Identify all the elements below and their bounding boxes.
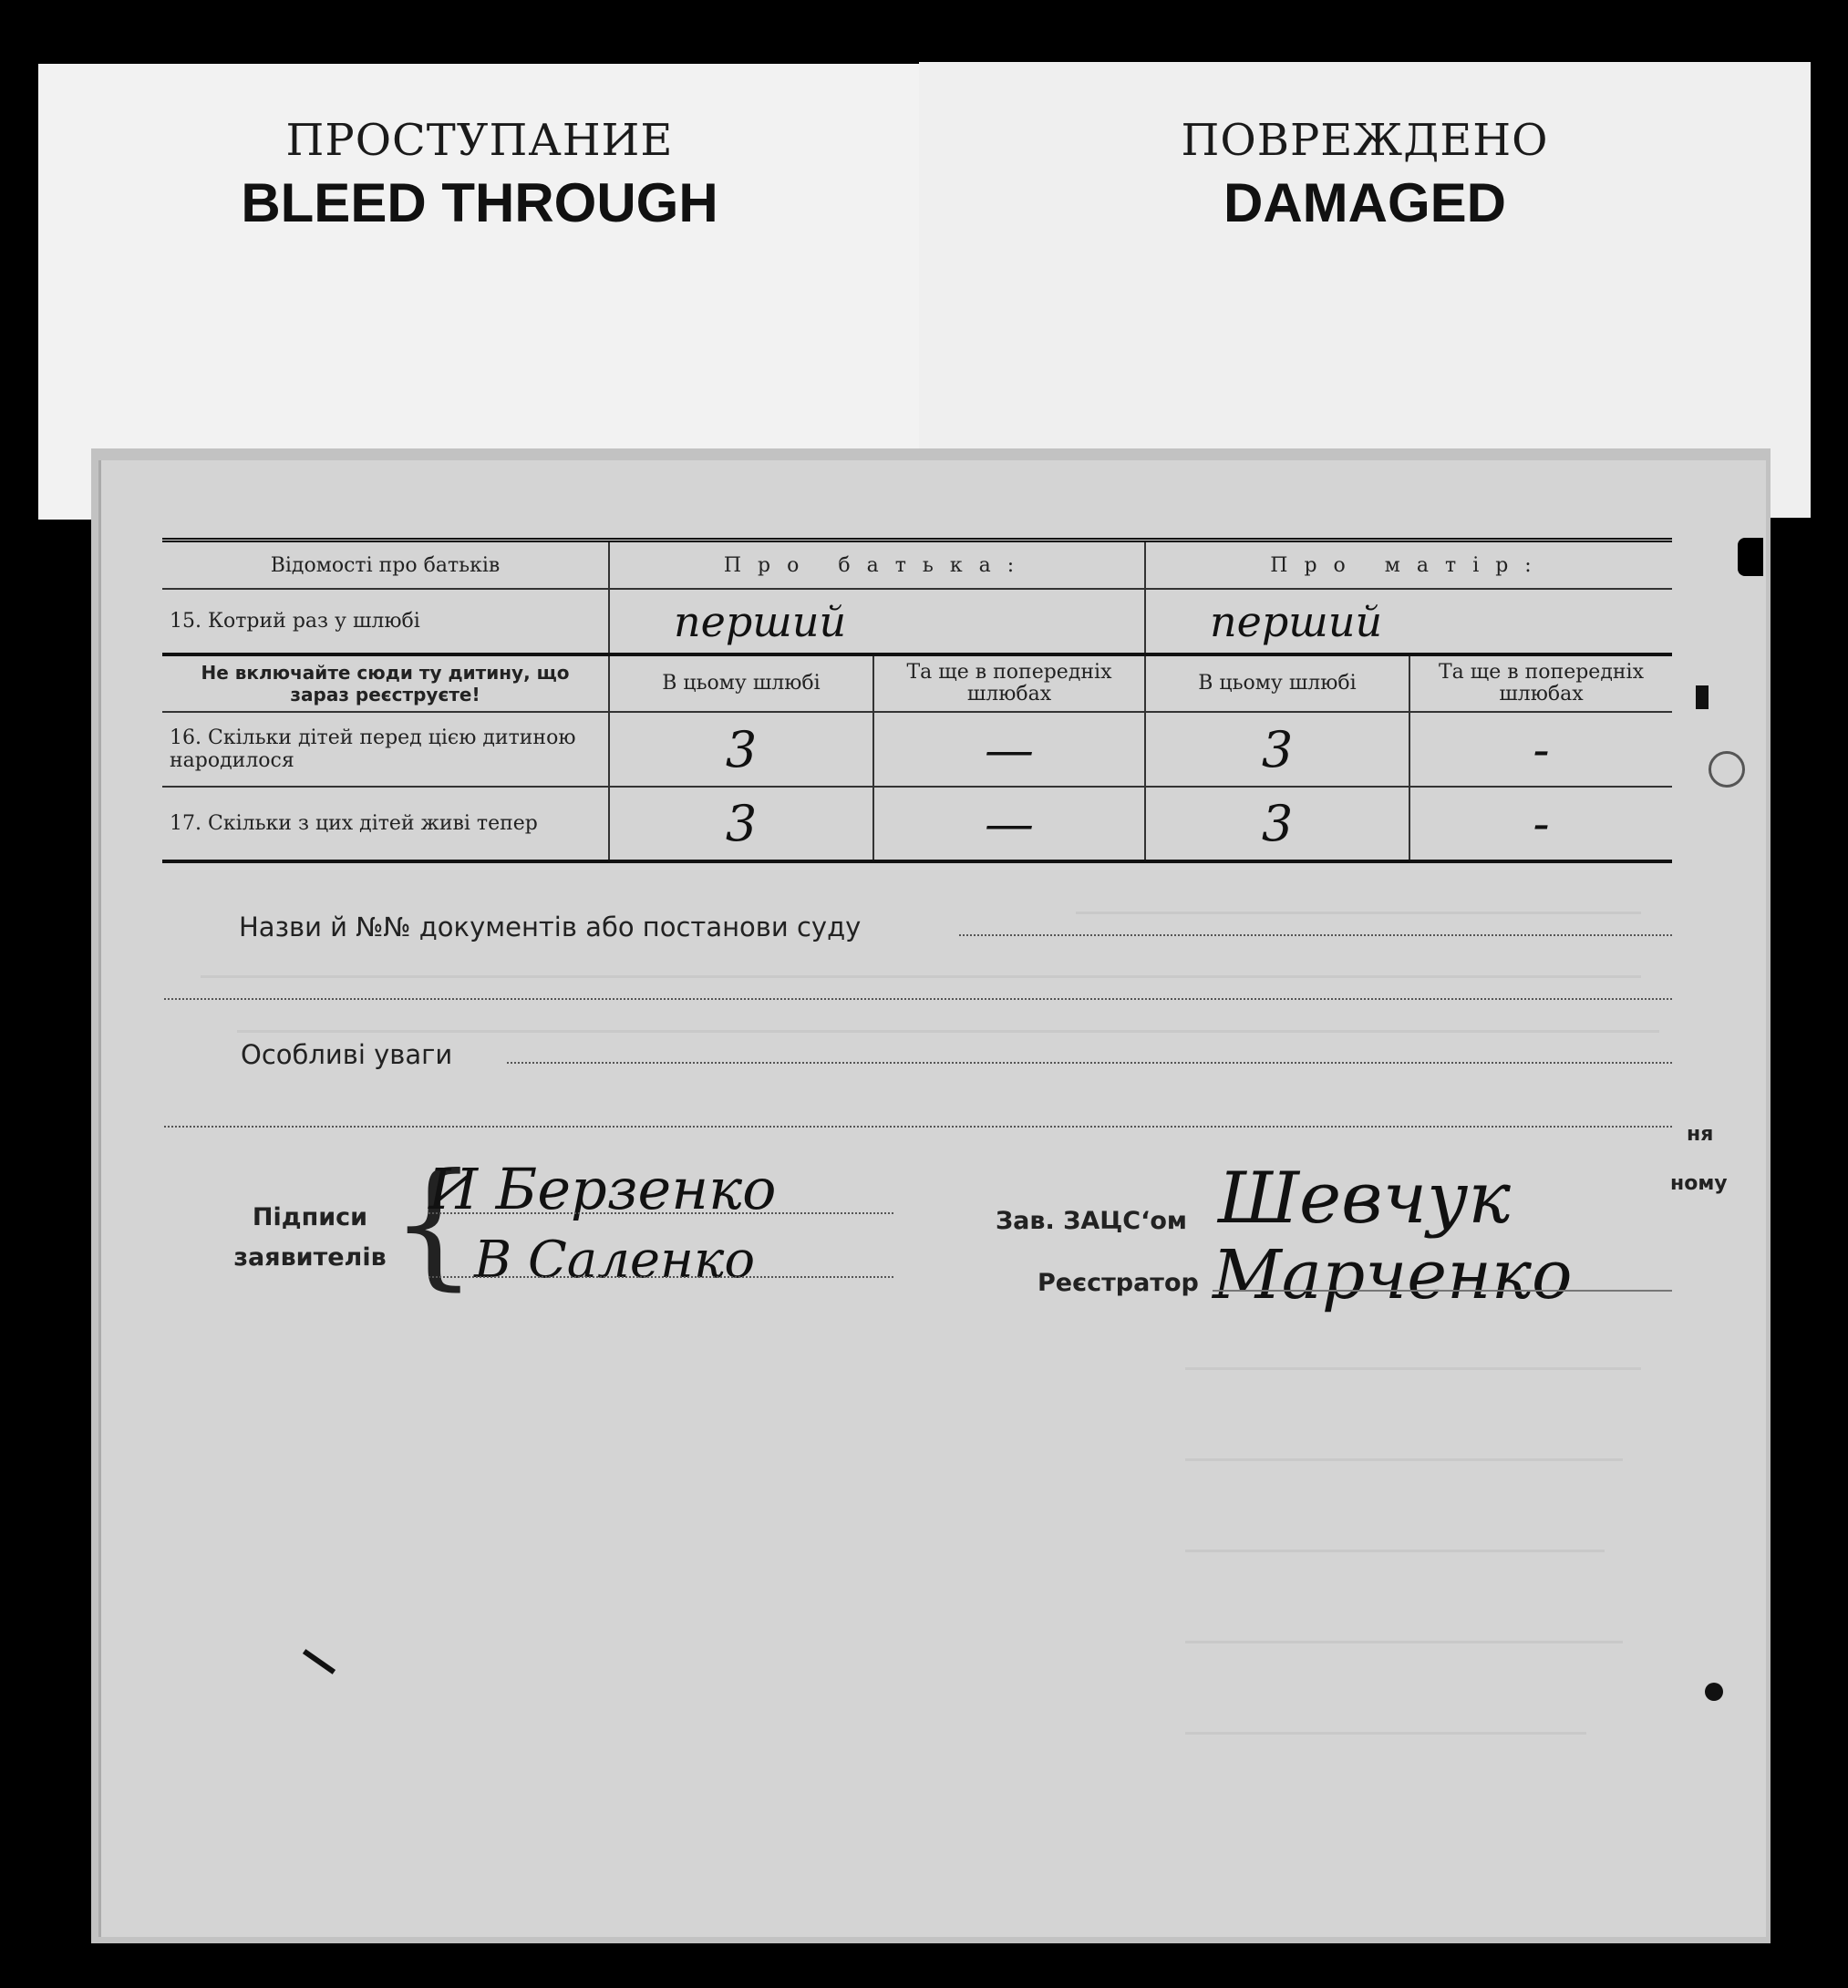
- q16-value: —: [873, 712, 1145, 787]
- ink-spot: [1705, 1683, 1723, 1701]
- margin-fragment: ному: [1670, 1172, 1728, 1195]
- table-header-row: [162, 541, 1672, 590]
- subheader-label: Не включайте сюди ту дитину, що зараз реєструєте!: [162, 654, 609, 712]
- table-row-q17: [162, 787, 1672, 861]
- head-label: Зав. ЗАЦС‘ом: [996, 1207, 1187, 1235]
- dotted-line: [428, 1212, 893, 1214]
- q17-value: 3: [1145, 787, 1409, 861]
- punch-hole: [1709, 751, 1745, 788]
- q17-label: 17. Скільки з цих дітей живі тепер: [162, 787, 609, 861]
- registrar-label: Реєстратор: [1038, 1269, 1199, 1297]
- subheader-mother-this: В цьому шлюбі: [1145, 654, 1409, 712]
- q17-value: 3: [609, 787, 873, 861]
- table-row-q16: [162, 712, 1672, 787]
- notes-label: Особливі уваги: [241, 1039, 453, 1070]
- q15-label: 15. Котрий раз у шлюбі: [162, 589, 609, 654]
- margin-fragment: ня: [1687, 1123, 1714, 1146]
- parents-info-table: [162, 538, 1672, 863]
- dotted-line: [164, 998, 1672, 1000]
- bleed-line: [237, 1030, 1659, 1033]
- signature-line: [1213, 1290, 1672, 1292]
- q16-value: -: [1409, 712, 1672, 787]
- subheader-father-prev: Та ще в попередніх шлюбах: [873, 654, 1145, 712]
- dotted-line: [959, 934, 1672, 936]
- q16-value: 3: [609, 712, 873, 787]
- applicants-label: Підписи заявителів: [233, 1203, 387, 1272]
- table-subheader-row: [162, 654, 1672, 712]
- bleed-line: [1185, 1732, 1586, 1735]
- applicant-signature-1: И Берзенко: [428, 1156, 777, 1222]
- subheader-father-this: В цьому шлюбі: [609, 654, 873, 712]
- q16-value: 3: [1145, 712, 1409, 787]
- subheader-mother-prev: Та ще в попередніх шлюбах: [1409, 654, 1672, 712]
- q16-label: 16. Скільки дітей перед цією дитиною народилося: [162, 712, 609, 787]
- warning-en: DAMAGED: [1223, 172, 1506, 233]
- head-signature: Шевчук: [1218, 1158, 1511, 1240]
- applicant-signature-2: В Саленко: [474, 1231, 756, 1290]
- q15-mother-value: перший: [1145, 589, 1672, 654]
- bleed-line: [1185, 1550, 1605, 1552]
- bleed-line: [1185, 1367, 1641, 1370]
- warning-en: BLEED THROUGH: [241, 172, 718, 233]
- warning-ru: ПРОСТУПАНИЕ: [285, 115, 674, 166]
- header-mother: Про матір:: [1145, 541, 1672, 590]
- brace: {: [390, 1145, 478, 1303]
- q17-value: —: [873, 787, 1145, 861]
- bleed-line: [1185, 1641, 1623, 1643]
- dotted-line: [164, 1126, 1672, 1128]
- table-row-q15: [162, 589, 1672, 654]
- dotted-line: [428, 1276, 893, 1278]
- bleed-line: [201, 975, 1641, 978]
- dotted-line: [507, 1062, 1672, 1064]
- ink-spot: [1696, 685, 1709, 709]
- edge-notch: [1738, 538, 1763, 576]
- documents-label: Назви й №№ документів або постанови суду: [239, 912, 862, 942]
- header-label: Відомості про батьків: [162, 541, 609, 590]
- bleed-line: [1185, 1458, 1623, 1461]
- header-father: Про батька:: [609, 541, 1145, 590]
- q17-value: -: [1409, 787, 1672, 861]
- bleed-line: [1076, 912, 1641, 914]
- q15-father-value: перший: [609, 589, 1145, 654]
- registrar-signature: Марченко: [1213, 1236, 1573, 1314]
- warning-ru: ПОВРЕЖДЕНО: [1181, 115, 1549, 166]
